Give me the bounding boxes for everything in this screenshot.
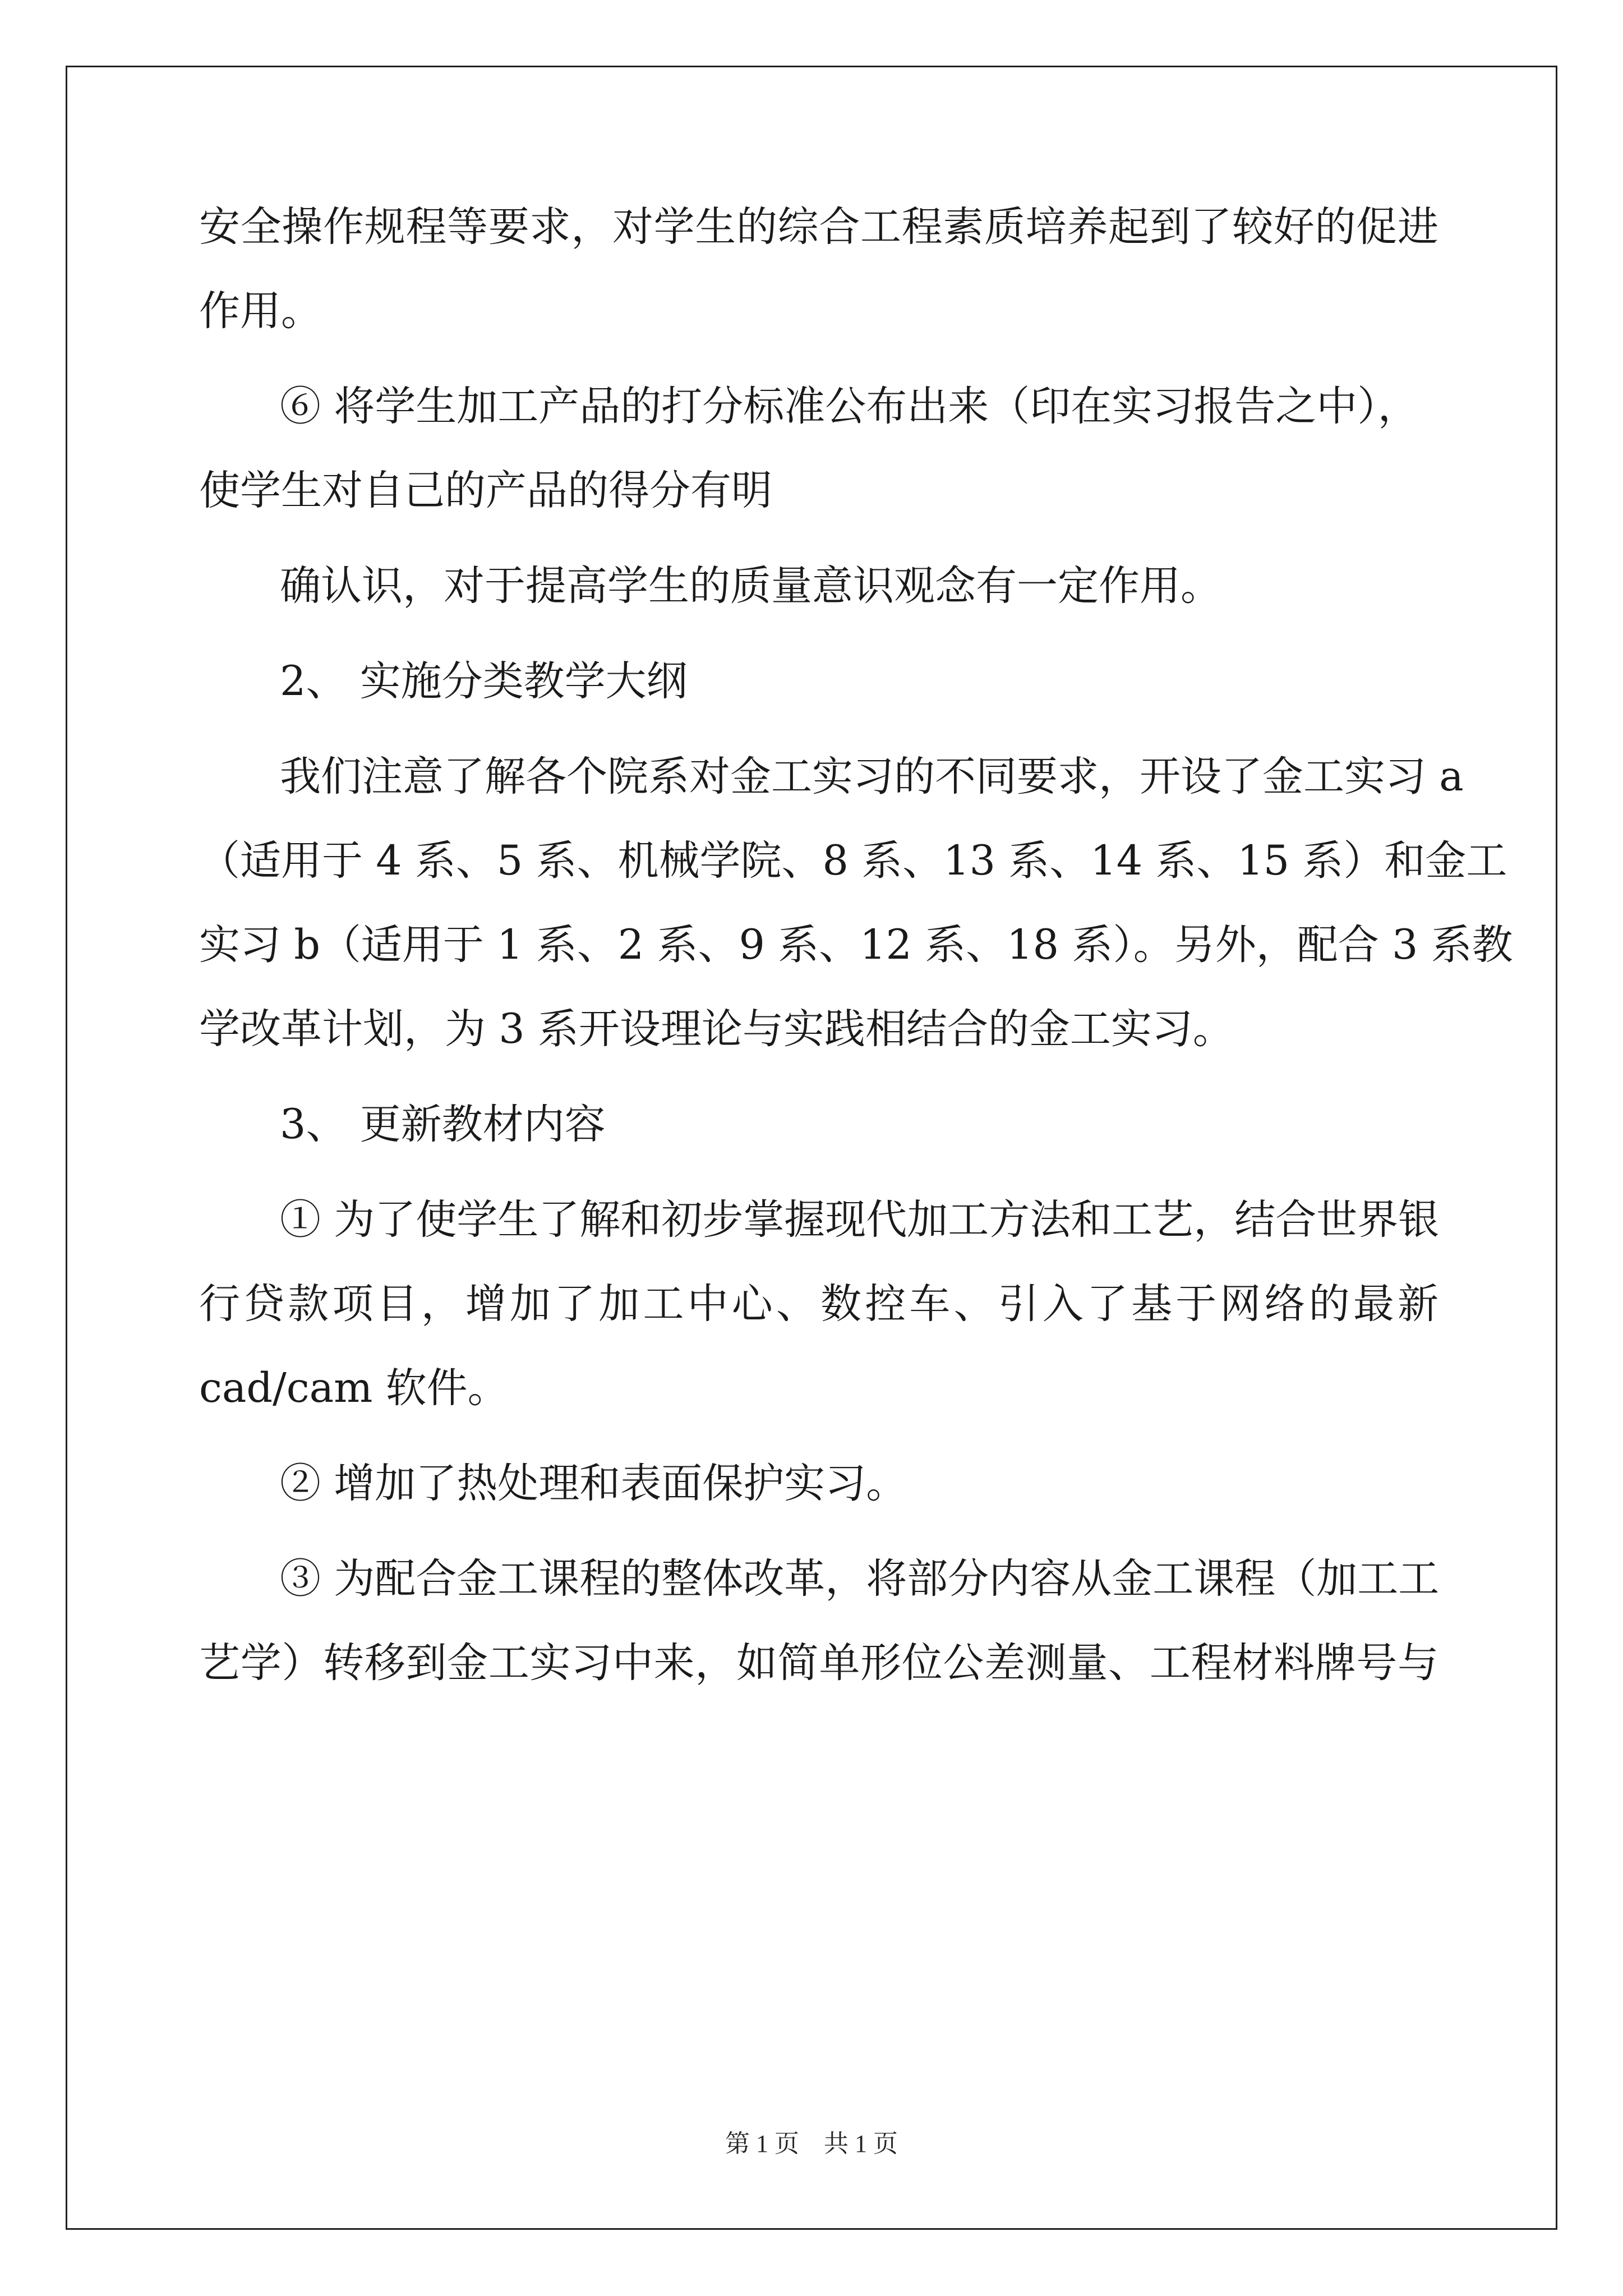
text-line: ① 为了使学生了解和初步掌握现代加工方法和工艺，结合世界银 (280, 1196, 1440, 1244)
text-line: 安全操作规程等要求，对学生的综合工程素质培养起到了较好的促进 (199, 203, 1438, 251)
text-line: 确认识，对于提高学生的质量意识观念有一定作用。 (280, 562, 1221, 610)
section-heading: 2、 实施分类教学大纲 (280, 657, 688, 705)
text-line: ② 增加了热处理和表面保护实习。 (280, 1460, 907, 1507)
text-line: （适用于 4 系、5 系、机械学院、8 系、13 系、14 系、15 系）和金工 (199, 837, 1507, 885)
text-line: ③ 为配合金工课程的整体改革，将部分内容从金工课程（加工工 (280, 1555, 1440, 1603)
text-line: 行贷款项目，增加了加工中心、数控车、引入了基于网络的最新 (199, 1280, 1438, 1328)
text-line: 我们注意了解各个院系对金工实习的不同要求，开设了金工实习 a (280, 753, 1464, 800)
page-footer: 第 1 页 共 1 页 (725, 2130, 898, 2157)
text-line: 艺学）转移到金工实习中来，如简单形位公差测量、工程材料牌号与 (199, 1639, 1438, 1687)
text-line: 实习 b（适用于 1 系、2 系、9 系、12 系、18 系）。另外，配合 3 系教 (199, 921, 1513, 969)
text-line: ⑥ 将学生加工产品的打分标准公布出来（印在实习报告之中）， (280, 383, 1419, 430)
text-line: 使学生对自己的产品的得分有明 (199, 467, 772, 514)
section-heading: 3、 更新教材内容 (280, 1101, 606, 1148)
text-line: 作用。 (199, 287, 322, 335)
text-line: 学改革计划，为 3 系开设理论与实践相结合的金工实习。 (199, 1005, 1234, 1053)
text-line: cad/cam 软件。 (199, 1364, 509, 1412)
